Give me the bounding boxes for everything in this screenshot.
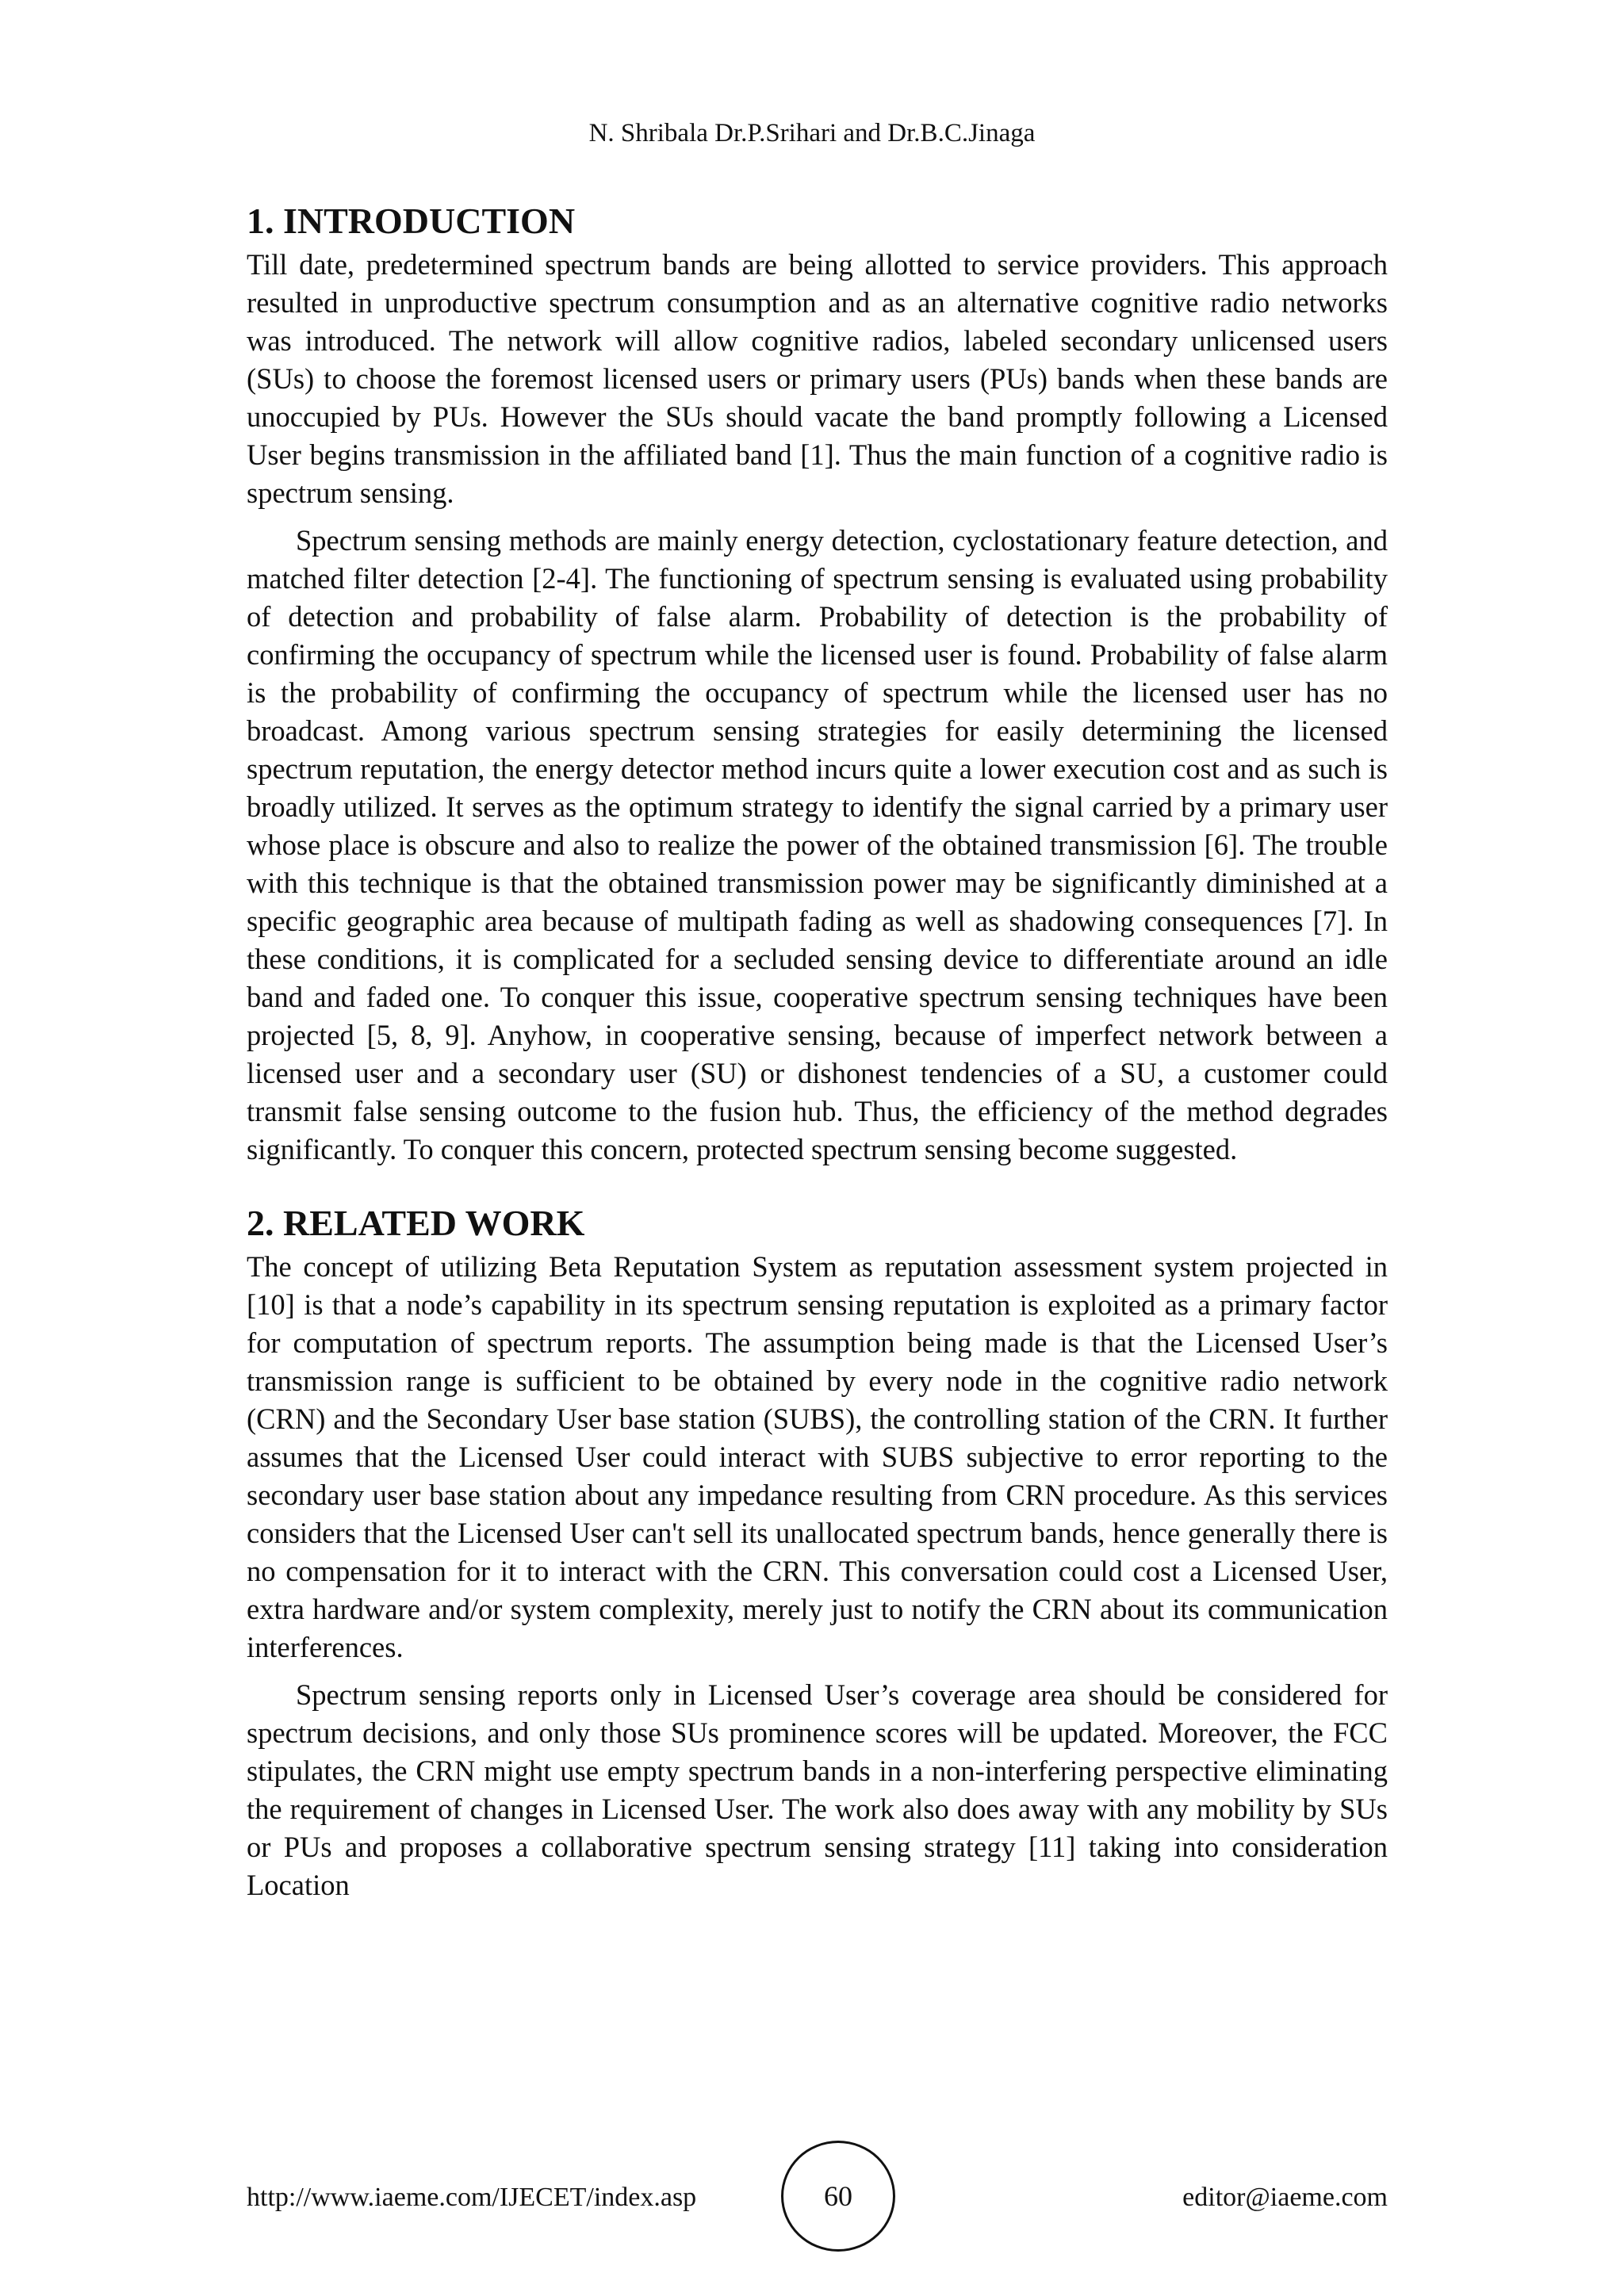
section-related-work bbox=[247, 1199, 1388, 1904]
footer-email-link[interactable]: editor@iaeme.com bbox=[1182, 2183, 1388, 2212]
page-number-circle bbox=[781, 2141, 895, 2252]
intro-paragraph-1: Till date, predetermined spectrum bands are being allotted to service providers. This approach resulted in unproductive spectrum consumption and as an alternative cognitive radio networks was introduced. The network will allow cognitive radios, labeled secondary unlicensed users (SUs) to choose the foremost licensed users or primary users (PUs) bands when these bands are unoccupied by PUs. However the SUs should vacate the band promptly following a Licensed User begins transmission in the affiliated band [1]. Thus the main function of a cognitive radio is spectrum sensing. bbox=[247, 248, 1388, 509]
running-header-authors: N. Shribala Dr.P.Srihari and Dr.B.C.Jinaga bbox=[588, 119, 1036, 147]
related-work-paragraph-2: Spectrum sensing reports only in Licensed User’s coverage area should be considered for spectrum decisions, and only those SUs prominence scores will be updated. Moreover, the FCC stipulates, the CRN might use empty spectrum bands in a non-interfering perspective eliminating the requirement of changes in Licensed User. The work also does away with any mobility by SUs or PUs and proposes a collaborative spectrum sensing strategy [11] taking into consideration Location bbox=[247, 1678, 1388, 1901]
section-introduction bbox=[247, 197, 1388, 1169]
related-work-paragraph-1: The concept of utilizing Beta Reputation System as reputation assessment system projected in [10] is that a node’s capability in its spectrum sensing reputation is exploited as a primary factor for computation of spectrum reports. The assumption being made is that the Licensed User’s transmission range is sufficient to be obtained by every node in the cognitive radio network (CRN) and the Secondary User base station (SUBS), the controlling station of the CRN. It further assumes that the Licensed User could interact with SUBS subjective to error reporting to the secondary user base station about any impedance resulting from CRN procedure. As this services considers that the Licensed User can't sell its unallocated spectrum bands, hence generally there is no compensation for it to interact with the CRN. This conversation could cost a Licensed User, extra hardware and/or system complexity, merely just to notify the CRN about its communication interferences. bbox=[247, 1250, 1388, 1663]
page-number: 60 bbox=[824, 2180, 852, 2212]
section-heading-related-work: 2. RELATED WORK bbox=[247, 1203, 585, 1243]
intro-paragraph-2: Spectrum sensing methods are mainly energy detection, cyclostationary feature detection, and matched filter detection [2-4]. The functioning of spectrum sensing is evaluated using probability of detection and probability of false alarm. Probability of detection is the probability of confirming the occupancy of spectrum while the licensed user is found. Probability of false alarm is the probability of confirming the occupancy of spectrum while the licensed user has no broadcast. Among various spectrum sensing strategies for easily determining the licensed spectrum reputation, the energy detector method incurs quite a lower execution cost and as such is broadly utilized. It serves as the optimum strategy to identify the signal carried by a primary user whose place is obscure and also to realize the power of the obtained transmission [6]. The trouble with this technique is that the obtained transmission power may be significantly diminished at a specific geographic area because of multipath fading as well as shadowing consequences [7]. In these conditions, it is complicated for a secluded sensing device to differentiate around an idle band and faded one. To conquer this issue, cooperative spectrum sensing techniques have been projected [5, 8, 9]. Anyhow, in cooperative sensing, because of imperfect network between a licensed user and a secondary user (SU) or dishonest tendencies of a SU, a customer could transmit false sensing outcome to the fusion hub. Thus, the efficiency of the method degrades significantly. To conquer this concern, protected spectrum sensing become suggested. bbox=[247, 524, 1388, 1165]
section-heading-introduction: 1. INTRODUCTION bbox=[247, 201, 576, 241]
page-footer bbox=[247, 2141, 1388, 2252]
footer-url-link[interactable]: http://www.iaeme.com/IJECET/index.asp bbox=[247, 2183, 697, 2212]
article-body bbox=[247, 197, 1388, 1904]
